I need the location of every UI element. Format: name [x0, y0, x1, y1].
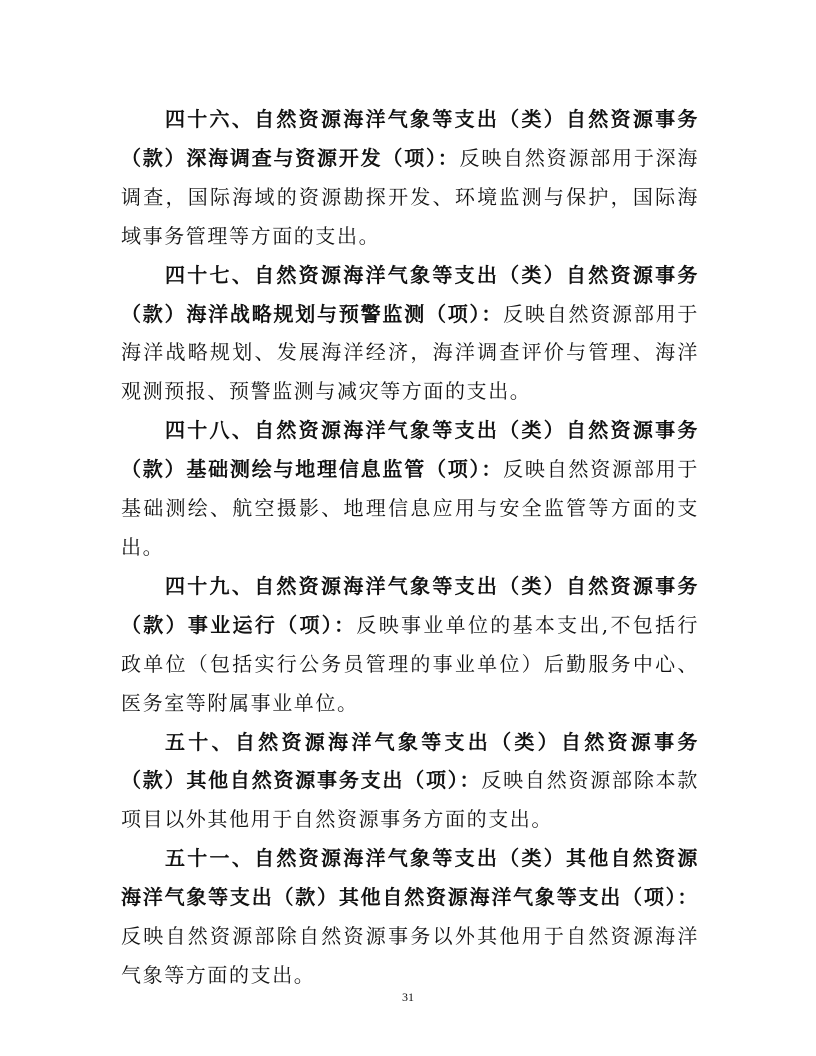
paragraph-46 [121, 100, 699, 256]
paragraph-47 [121, 256, 699, 412]
paragraph-heading: 四十七、自然资源海洋气象等支出（类）自然资源事务（款）海洋战略规划与预警监测（项）： [121, 262, 699, 326]
paragraph-51 [121, 839, 699, 995]
page-number: 31 [402, 990, 414, 1004]
paragraph-body: 反映自然资源部除本款项目以外其他用于自然资源事务方面的支出。 [121, 768, 700, 832]
paragraph-50 [121, 723, 699, 840]
paragraph-body: 反映事业单位的基本支出,不包括行政单位（包括实行公务员管理的事业单位）后勤服务中心、医务室等附属事业单位。 [121, 612, 699, 715]
paragraph-body: 反映自然资源部用于深海调查，国际海域的资源勘探开发、环境监测与保护，国际海域事务管理等方面的支出。 [121, 145, 699, 248]
paragraph-heading: 五十、自然资源海洋气象等支出（类）自然资源事务（款）其他自然资源事务支出（项）： [121, 729, 699, 793]
paragraph-48 [121, 411, 699, 567]
paragraph-heading: 四十九、自然资源海洋气象等支出（类）自然资源事务（款）事业运行（项）： [121, 573, 699, 637]
paragraph-body: 反映自然资源部用于海洋战略规划、发展海洋经济，海洋调查评价与管理、海洋观测预报、预警监测与减灾等方面的支出。 [121, 301, 699, 404]
paragraph-49 [121, 567, 699, 723]
paragraph-heading: 四十八、自然资源海洋气象等支出（类）自然资源事务（款）基础测绘与地理信息监管（项）： [121, 418, 699, 482]
paragraph-heading: 五十一、自然资源海洋气象等支出（类）其他自然资源海洋气象等支出（款）其他自然资源海洋气象等支出（项）： [121, 846, 699, 910]
paragraph-body: 反映自然资源部除自然资源事务以外其他用于自然资源海洋气象等方面的支出。 [121, 924, 699, 987]
paragraph-heading: 四十六、自然资源海洋气象等支出（类）自然资源事务（款）深海调查与资源开发（项）： [121, 107, 699, 170]
document-body [121, 100, 699, 995]
paragraph-body: 反映自然资源部用于基础测绘、航空摄影、地理信息应用与安全监管等方面的支出。 [121, 457, 699, 559]
